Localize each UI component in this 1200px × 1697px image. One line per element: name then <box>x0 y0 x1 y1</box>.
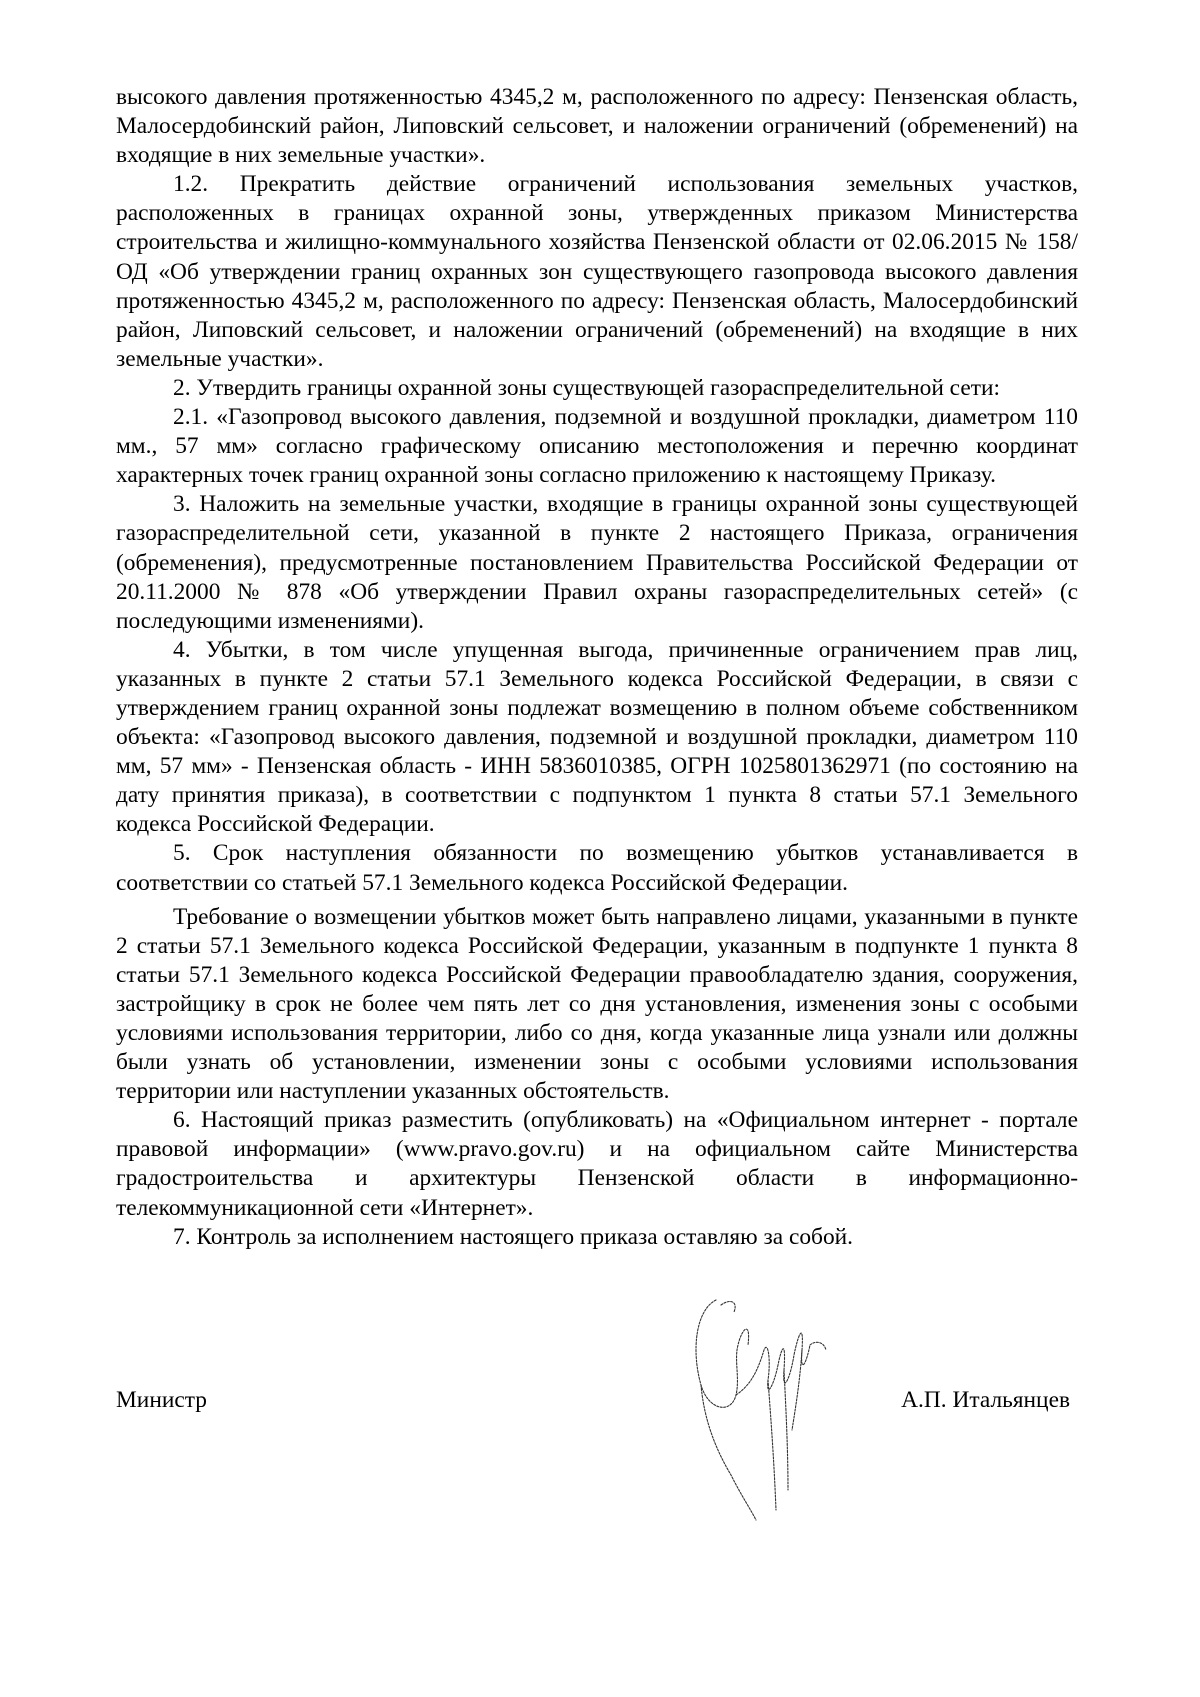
paragraph-1-2: 1.2. Прекратить действие ограничений использования земельных участков, расположенных в границах охранной зоны, утвержденных приказом Министерства строительства и жилищно-коммунального хозяйства Пензенской области от 02.06.2015 № 158/ОД «Об утверждении границ охранных зон существующего газопровода высокого давления протяженностью 4345,2 м, расположенного по адресу: Пензенская область, Малосердобинский район, Липовский сельсовет, и наложении ограничений (обременений) на входящие в них земельные участки». <box>116 171 1078 372</box>
paragraph-compensation-claim: Требование о возмещении убытков может быть направлено лицами, указанными в пункте 2 статьи 57.1 Земельного кодекса Российской Федерации, указанным в подпункте 1 пункта 8 статьи 57.1 Земельного кодекса Российской Федерации правообладателю здания, сооружения, застройщику в срок не более чем пять лет со дня установления, изменения зоны с особыми условиями использования территории, либо со дня, когда указанные лица узнали или должны были узнать об установлении, изменении зоны с особыми условиями использования территории или наступлении указанных обстоятельств. <box>116 903 1078 1105</box>
paragraph-continuation: высокого давления протяженностью 4345,2 м, расположенного по адресу: Пензенская область, Малосердобинский район, Липовский сельсовет, и наложении ограничений (обременений) на входящие в них земельные участки». <box>116 84 1078 169</box>
document-body <box>116 83 1078 1252</box>
paragraph-2: 2. Утвердить границы охранной зоны существующей газораспределительной сети: <box>173 374 1000 401</box>
paragraph-6: 6. Настоящий приказ разместить (опубликовать) на «Официальном интернет - портале правовой информации» (www.pravo.gov.ru) и на официальном сайте Министерства градостроительства и архитектуры Пензенской области в информационно-телекоммуникационной сети «Интернет». <box>116 1107 1078 1221</box>
signer-name: А.П. Итальянцев <box>901 1387 1070 1413</box>
paragraph-2-1: 2.1. «Газопровод высокого давления, подземной и воздушной прокладки, диаметром 110 мм., 57 мм» согласно графическому описанию местоположения и перечню координат характерных точек границ охранной зоны согласно приложению к настоящему Приказу. <box>116 404 1078 489</box>
paragraph-4: 4. Убытки, в том числе упущенная выгода, причиненные ограничением прав лиц, указанных в пункте 2 статьи 57.1 Земельного кодекса Российской Федерации, в связи с утверждением границ охранной зоны подлежат возмещению в полном объеме собственником объекта: «Газопровод высокого давления, подземной и воздушной прокладки, диаметром 110 мм, 57 мм» - Пензенская область - ИНН 5836010385, ОГРН 1025801362971 (по состоянию на дату принятия приказа), в соответствии с подпунктом 1 пункта 8 статьи 57.1 Земельного кодекса Российской Федерации. <box>116 636 1078 838</box>
signature-block <box>116 1330 1078 1530</box>
handwritten-signature-icon <box>676 1290 846 1525</box>
paragraph-5: 5. Срок наступления обязанности по возмещению убытков устанавливается в соответствии со статьей 57.1 Земельного кодекса Российской Федерации. <box>116 840 1078 896</box>
signer-title: Министр <box>116 1387 207 1413</box>
paragraph-7: 7. Контроль за исполнением настоящего приказа оставляю за собой. <box>173 1223 854 1250</box>
paragraph-3: 3. Наложить на земельные участки, входящие в границы охранной зоны существующей газораспределительной сети, указанной в пункте 2 настоящего Приказа, ограничения (обременения), предусмотренные постановлением Правительства Российской Федерации от 20.11.2000 № 878 «Об утверждении Правил охраны газораспределительных сетей» (с последующими изменениями). <box>116 491 1078 634</box>
